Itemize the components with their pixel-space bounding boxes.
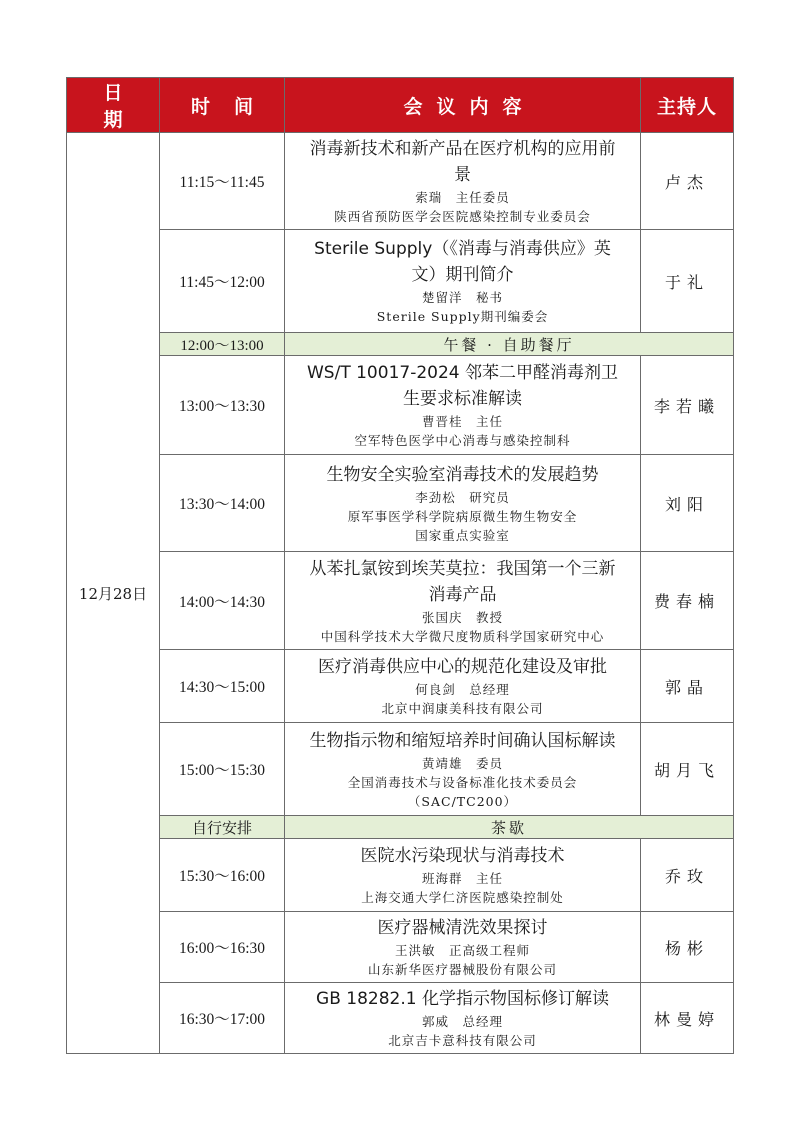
session-organization: Sterile Supply期刊编委会 — [376, 309, 549, 324]
session-title: WS/T 10017-2024 邻苯二甲醛消毒剂卫生要求标准解读 — [307, 363, 618, 409]
session-host: 林曼婷 — [641, 983, 734, 1054]
break-time: 自行安排 — [160, 816, 285, 839]
session-content — [285, 455, 641, 552]
session-organization: 中国科学技术大学微尺度物质科学国家研究中心 — [320, 628, 605, 644]
session-host: 费春楠 — [641, 552, 734, 650]
session-title: 医疗器械清洗效果探讨 — [377, 918, 548, 938]
session-organization: 国家重点实验室 — [415, 527, 510, 543]
schedule-table — [66, 77, 734, 1054]
session-host: 杨彬 — [641, 912, 734, 983]
break-label: 茶歇 — [285, 816, 734, 839]
session-speaker: 张国庆 教授 — [421, 609, 503, 625]
session-title: Sterile Supply（《消毒与消毒供应》英文）期刊简介 — [314, 239, 611, 285]
session-row — [67, 983, 734, 1054]
session-title: 医院水污染现状与消毒技术 — [360, 846, 565, 866]
session-host: 李若曦 — [641, 356, 734, 455]
session-time: 14:00～14:30 — [160, 552, 285, 650]
session-organization: 全国消毒技术与设备标准化技术委员会 — [347, 774, 578, 790]
session-speaker: 班海群 主任 — [421, 871, 503, 886]
session-content — [285, 723, 641, 816]
session-organization: 上海交通大学仁济医院感染控制处 — [361, 890, 564, 905]
session-row — [67, 133, 734, 230]
session-organization: 山东新华医疗器械股份有限公司 — [367, 962, 557, 977]
break-row — [67, 816, 734, 839]
session-speaker: 郭威 总经理 — [421, 1014, 503, 1029]
session-organization: 北京中润康美科技有限公司 — [381, 701, 544, 716]
break-label: 午餐 · 自助餐厅 — [285, 333, 734, 356]
header-time: 时间 — [160, 78, 285, 133]
session-time: 14:30～15:00 — [160, 650, 285, 723]
session-time: 11:15～11:45 — [160, 133, 285, 230]
session-organization: 北京吉卡意科技有限公司 — [388, 1033, 537, 1048]
header-host: 主持人 — [641, 78, 734, 133]
session-time: 15:00～15:30 — [160, 723, 285, 816]
session-row — [67, 455, 734, 552]
session-speaker: 楚留洋 秘书 — [421, 290, 503, 305]
session-speaker: 何良剑 总经理 — [415, 682, 510, 697]
session-title: 从苯扎氯铵到埃芙莫拉：我国第一个三新消毒产品 — [309, 558, 616, 605]
session-time: 15:30～16:00 — [160, 839, 285, 912]
session-row — [67, 552, 734, 650]
session-organization: 陕西省预防医学会医院感染控制专业委员会 — [334, 209, 591, 224]
session-speaker: 曹晋桂 主任 — [421, 414, 503, 429]
session-content — [285, 356, 641, 455]
header-row — [67, 78, 734, 133]
session-row — [67, 912, 734, 983]
session-speaker: 王洪敏 正高级工程师 — [394, 943, 530, 958]
session-title: 生物指示物和缩短培养时间确认国标解读 — [309, 730, 616, 751]
session-title: 医疗消毒供应中心的规范化建设及审批 — [318, 657, 607, 677]
session-row — [67, 356, 734, 455]
session-time: 11:45～12:00 — [160, 230, 285, 333]
session-host: 胡月飞 — [641, 723, 734, 816]
session-organization: 原军事医学科学院病原微生物生物安全 — [347, 508, 578, 524]
header-date: 日期 — [67, 78, 160, 133]
session-content — [285, 650, 641, 723]
session-speaker: 黄靖雄 委员 — [421, 755, 503, 771]
date-cell: 12月28日 — [67, 133, 160, 1054]
session-speaker: 李劲松 研究员 — [415, 489, 510, 505]
session-time: 13:00～13:30 — [160, 356, 285, 455]
session-row — [67, 839, 734, 912]
session-organization: （SAC/TC200） — [407, 793, 518, 809]
session-row — [67, 650, 734, 723]
session-speaker: 索瑞 主任委员 — [415, 190, 510, 205]
session-host: 郭晶 — [641, 650, 734, 723]
session-row — [67, 723, 734, 816]
session-host: 乔玫 — [641, 839, 734, 912]
session-host: 刘阳 — [641, 455, 734, 552]
session-time: 16:30～17:00 — [160, 983, 285, 1054]
session-host: 卢杰 — [641, 133, 734, 230]
session-organization: 空军特色医学中心消毒与感染控制科 — [354, 433, 571, 448]
session-content — [285, 230, 641, 333]
session-host: 于礼 — [641, 230, 734, 333]
session-time: 16:00～16:30 — [160, 912, 285, 983]
header-content: 会议内容 — [285, 78, 641, 133]
session-title: GB 18282.1 化学指示物国标修订解读 — [316, 989, 609, 1009]
session-time: 13:30～14:00 — [160, 455, 285, 552]
session-content — [285, 912, 641, 983]
session-content — [285, 983, 641, 1054]
session-content — [285, 552, 641, 650]
session-title: 生物安全实验室消毒技术的发展趋势 — [326, 464, 599, 485]
session-row — [67, 230, 734, 333]
break-time: 12:00～13:00 — [160, 333, 285, 356]
break-row — [67, 333, 734, 356]
session-content — [285, 133, 641, 230]
session-content — [285, 839, 641, 912]
session-title: 消毒新技术和新产品在医疗机构的应用前景 — [309, 139, 616, 185]
